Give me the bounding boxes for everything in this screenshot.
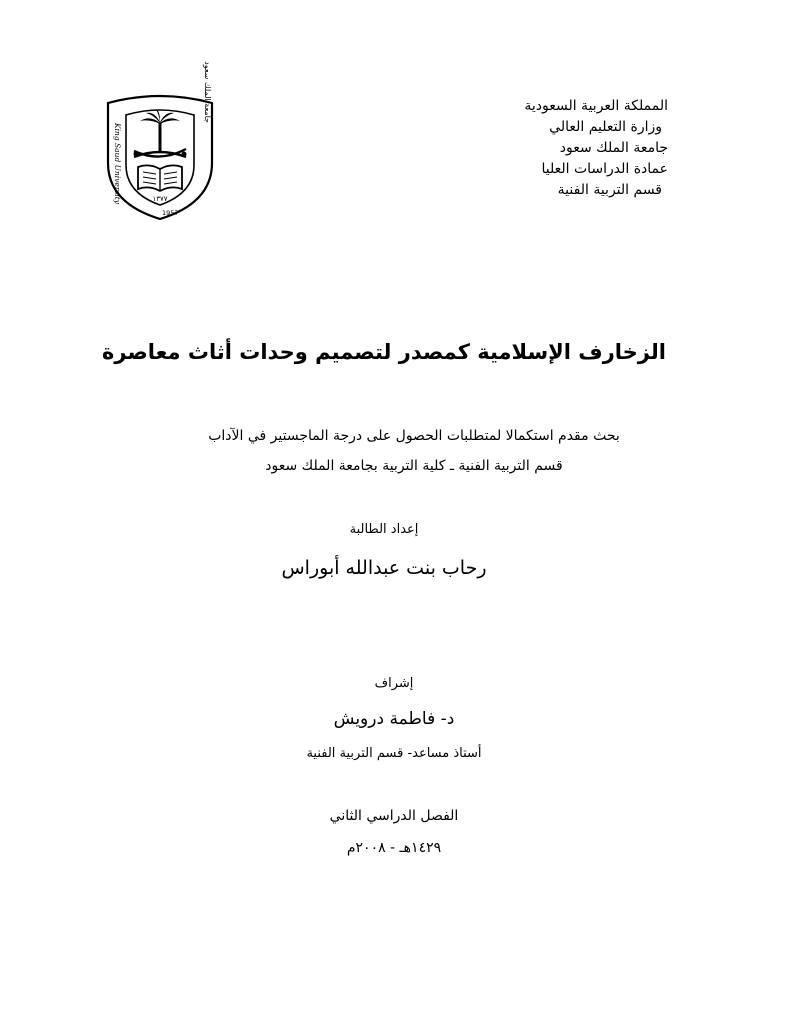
seal-year-hijri: ١٣٧٧ [152, 195, 168, 203]
header-department: قسم التربية الفنية [557, 182, 662, 198]
student-name: رحاب بنت عبدالله أبوراس [281, 557, 487, 579]
seal-arabic-text: جامعة الملك سعود [203, 61, 212, 123]
open-book-icon [138, 165, 182, 191]
thesis-title: الزخارف الإسلامية كمصدر لتصميم وحدات أثاث معاصرة [102, 340, 666, 364]
supervision-label: إشراف [374, 676, 414, 691]
header-deanship: عمادة الدراسات العليا [541, 161, 668, 177]
header-kingdom: المملكة العربية السعودية [524, 98, 668, 114]
semester: الفصل الدراسي الثاني [329, 808, 459, 824]
palm-tree-icon [140, 109, 180, 153]
header-ministry: وزارة التعليم العالي [549, 119, 662, 135]
department-college: قسم التربية الفنية ـ كلية التربية بجامعة الملك سعود [265, 458, 563, 474]
degree-statement: بحث مقدم استكمالا لمتطلبات الحصول على درجة الماجستير في الآداب [208, 428, 620, 444]
supervisor-name: د- فاطمة درويش [333, 709, 455, 729]
prepared-by-label: إعداد الطالبة [349, 522, 419, 537]
supervisor-title: أستاذ مساعد- قسم التربية الفنية [306, 746, 482, 761]
header-university: جامعة الملك سعود [559, 140, 668, 156]
seal-year-gregorian: 1957 [162, 209, 179, 217]
institution-header [524, 96, 668, 201]
king-saud-university-seal-icon [100, 61, 220, 223]
academic-year: ١٤٢٩هـ - ٢٠٠٨م [346, 840, 442, 856]
seal-english-text: King Saud University [113, 123, 122, 204]
